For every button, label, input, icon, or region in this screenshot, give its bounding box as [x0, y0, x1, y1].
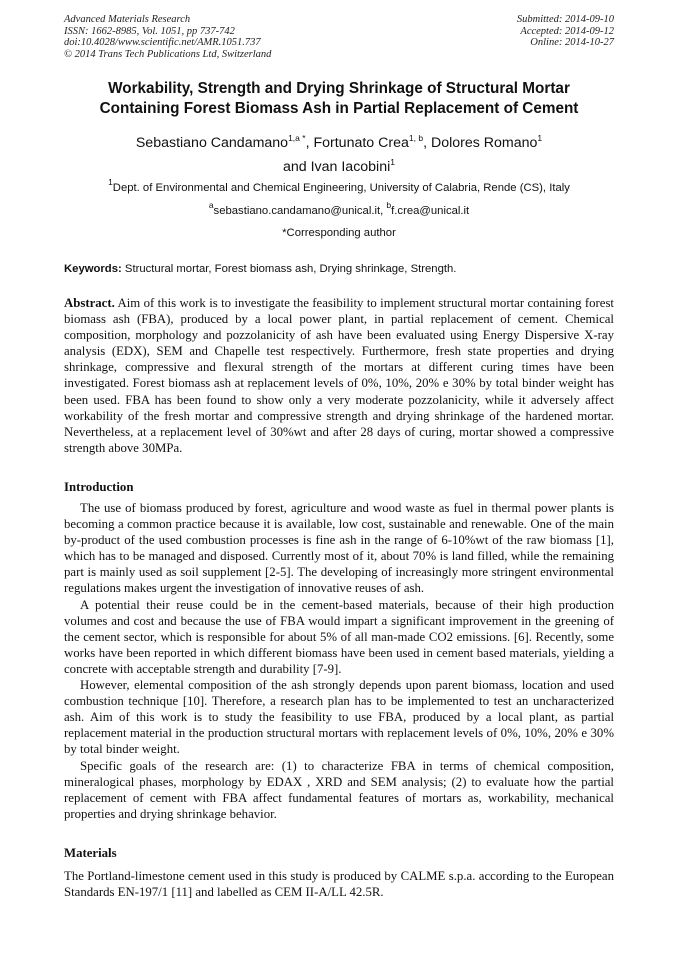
affiliation — [40, 177, 638, 195]
introduction-body — [64, 500, 614, 822]
abstract — [64, 295, 614, 456]
author-name: , Dolores Romano — [423, 135, 538, 151]
journal-header-right — [517, 14, 614, 49]
accepted-date: Accepted: 2014-09-12 — [520, 25, 614, 37]
keywords — [64, 262, 624, 276]
email-link[interactable]: f.crea@unical.it — [391, 205, 470, 217]
section-heading-materials: Materials — [64, 846, 117, 860]
email-superscript: a — [208, 200, 214, 210]
title-line-1: Workability, Strength and Drying Shrinkage of Structural Mortar — [108, 80, 570, 97]
paragraph: The use of biomass produced by forest, agriculture and wood waste as fuel in thermal power plants is becoming a common practice because it is available, low cost, sustainable and renewable. One of the main by-product of the used combustion processes is fine ash in the range of 6-10%wt of the raw biomass [1], which has to be managed and disposed. Currently most of it, about 70% is land filled, while the remaining part is mainly used as soil supplement [2-5]. The developing of increasingly more stringent environmental regulations makes urgent the investigation of innovative reuses of ash. — [64, 501, 614, 596]
paragraph: The Portland-limestone cement used in this study is produced by CALME s.p.a. according to the European Standards EN-197/1 [11] and labelled as CEM II-A/LL 42.5R. — [64, 869, 614, 900]
keywords-text: Structural mortar, Forest biomass ash, Drying shrinkage, Strength. — [121, 263, 457, 275]
journal-name: Advanced Materials Research — [64, 14, 191, 25]
submitted-date: Submitted: 2014-09-10 — [516, 14, 614, 25]
author-superscript: 1 — [390, 157, 395, 167]
journal-header-left — [64, 14, 271, 60]
journal-doi: doi:10.4028/www.scientific.net/AMR.1051.737 — [64, 37, 261, 48]
paper-title — [40, 79, 638, 119]
materials-body — [64, 868, 614, 900]
email-superscript: b — [386, 200, 392, 210]
section-heading-introduction: Introduction — [64, 480, 134, 494]
author-superscript: 1, b — [408, 133, 424, 143]
authors-line-1 — [40, 131, 638, 155]
online-date: Online: 2014-10-27 — [530, 37, 614, 48]
author-name: , Fortunato Crea — [305, 135, 409, 151]
abstract-label: Abstract. — [64, 296, 115, 310]
author-superscript: 1,a * — [288, 133, 306, 143]
corresponding-author-note: *Corresponding author — [282, 227, 396, 239]
author-superscript: 1 — [537, 133, 543, 143]
paragraph: A potential their reuse could be in the cement-based materials, because of their high production volumes and cost and because the use of FBA would impart a significant improvement in the greening of the cement sector, which is responsible for about 5% of all man-made CO2 emissions. [6]. Recently, some works have been reported in which different biomass have been used in cement based materials, yielding a concrete with acceptable strength and durability [7-9]. — [64, 597, 614, 676]
journal-copyright: © 2014 Trans Tech Publications Ltd, Switzerland — [64, 48, 272, 60]
affiliation-superscript: 1 — [108, 177, 113, 187]
keywords-label: Keywords: — [64, 263, 122, 275]
abstract-text: Aim of this work is to investigate the feasibility to implement structural mortar containing forest biomass ash (FBA), produced by a local power plant, in partial replacement of cement. Chemical composition, morphology and pozzolanicity of ash have been evaluated using Energy Dispersive X-ray analysis (EDX), SEM and Chapelle test respectively. Furthermore, fresh state properties and drying shrinkage, compressive and flexural strength of the mortars at different curing times have been investigated. Forest biomass ash at replacement levels of 0%, 10%, 20% e 30% by total binder weight has been used. FBA has been found to show only a very moderate pozzolanicity, while it adversely affect workability of the fresh mortar and compressive strength and drying shrinkage of the hardened mortar. Nevertheless, at a replacement level of 30%wt and after 28 days of curing, mortar showed a compressive strength above 30MPa. — [64, 296, 614, 455]
title-line-2: Containing Forest Biomass Ash in Partial Replacement of Cement — [99, 100, 579, 117]
author-list — [40, 131, 638, 179]
author-name: and Ivan Iacobini — [282, 159, 391, 175]
paragraph: However, elemental composition of the ash strongly depends upon parent biomass, location and used combustion technique [10]. Therefore, a research plan has to be implemented to test an uncharacterized ash. Aim of this work is to study the feasibility to use FBA, produced by a local plant, as partial replacement material in the production structural mortars with replacement levels of 0%, 10%, 20% e 30% by total binder weight. — [64, 678, 614, 757]
author-emails — [40, 200, 638, 218]
author-name: Sebastiano Candamano — [135, 135, 289, 151]
paragraph: Specific goals of the research are: (1) to characterize FBA in terms of chemical composition, mineralogical phases, morphology by EDAX , XRD and SEM analysis; (2) to evaluate how the partial replacement of cement with FBA affect fundamental features of mortars as, workability, mechanical properties and drying shrinkage behavior. — [64, 758, 614, 821]
affiliation-text: Dept. of Environmental and Chemical Engineering, University of Calabria, Rende (CS), Italy — [112, 182, 570, 194]
journal-issn: ISSN: 1662-8985, Vol. 1051, pp 737-742 — [64, 25, 235, 37]
authors-line-2 — [40, 155, 638, 179]
email-link[interactable]: sebastiano.candamano@unical.it, — [213, 205, 387, 217]
